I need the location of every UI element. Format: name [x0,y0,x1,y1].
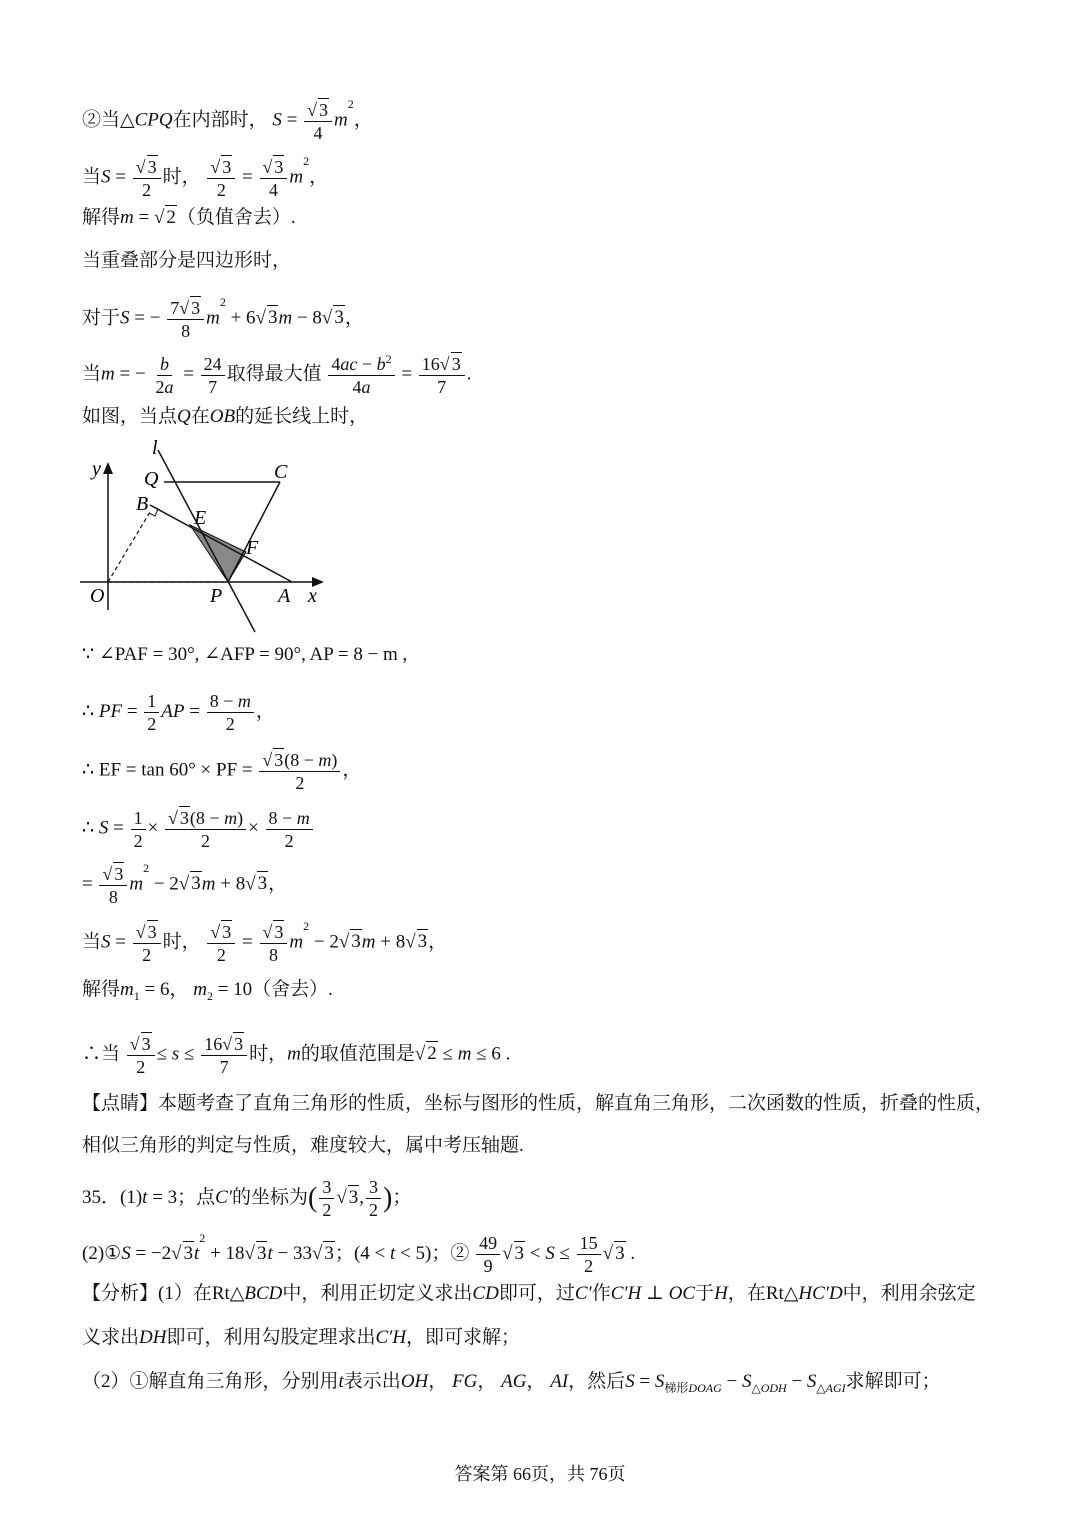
line-15: ∴当 $\frac{√ 3}{2}$ ≤ s ≤ $\frac{16√ 3}{7}$ 时，m的取值范围是√ 2 ≤ m ≤ 6 . [82,1034,511,1077]
line-12: = $\frac{√ 3}{8}$ $m^2 - 2√$ 3m + 8√ 3， [82,861,288,907]
fenxi-line-1: 【分析】(1）在Rt△BCD中，利用正切定义求出CD即可，过C′作C′H ⊥ OC于H，在Rt△HC′D中，利用余弦定 [82,1283,976,1304]
line-11: ∴ S = $\frac{1}{2}$ × $\frac{√ 3(8 - m)}{2}$ × $\frac{8 - m}{2}$ [82,806,315,852]
line-13: 当S = $\frac{√ 3}{2}$ 时， $\frac{√ 3}{2}$ = $\frac{√ 3}{8}$ $m^2 - 2√$ 3m + 8√ 3， [82,919,448,965]
fenxi-line-2: 义求出DH即可，利用勾股定理求出C′H，即可求解； [82,1327,521,1348]
label-y: y [92,458,101,480]
line-14: 解得$m_1 = 6$， $m_2 = 10$（舍去）. [82,979,333,1003]
label-B: B [136,493,149,515]
label-E: E [194,507,207,529]
line-5: 对于S = − $\frac{7√ 3}{8}$ $m^2 + 6√$ 3m − 8√ 3， [82,295,364,341]
line-3: 解得m = √ 2（负值舍去）. [82,207,296,228]
line-8: ∵ ∠PAF = 30°, ∠AFP = 90°, AP = 8 − m , [82,644,408,665]
line-6: 当m = − $\frac{b}{2a}$ = $\frac{24}{7}$ 取得最大值 $\frac{4ac - b^2}{4a}$ = $\frac{16√ 3}{7}$ . [82,351,472,397]
label-F: F [246,537,259,559]
line-7: 如图，当点Q在OB的延长线上时， [82,406,369,427]
fenxi-line-3: （2）①解直角三角形，分别用t表示出OH， FG， AG， AI，然后$S = S_{梯形DOAG} - S_{\triangle ODH} - S_{\triangle AGI}$求解即可； [82,1371,941,1395]
label-O: O [90,585,105,607]
line-9: ∴ PF = $\frac{1}{2}$ AP = $\frac{8 - m}{2}$ ， [82,691,275,734]
segment-OB [108,512,150,582]
label-x: x [308,585,317,607]
geometry-figure [80,430,340,640]
dianjing-paragraph: 【点睛】本题考查了直角三角形的性质，坐标与图形的性质，解直角三角形，二次函数的性质，折叠的性质，相似三角形的判定与性质，难度较大，属中考压轴题. [82,1093,995,1156]
segment-CP [228,482,280,582]
q35-line-1: 35．(1)t = 3；点C′的坐标为( $\frac{3}{2}$ √ 3, $\frac{3}{2}$ )； [82,1177,412,1220]
line-4: 当重叠部分是四边形时， [82,250,292,271]
line-10: ∴ EF = tan 60° × PF = $\frac{√ 3(8 - m)}{2}$ ， [82,750,362,793]
label-A: A [278,585,291,607]
label-P: P [210,585,223,607]
q35-line-2: (2)①S = −2√ $3t^2 + 18√$ 3t − 33√ 3；(4 < t < 5)；② $\frac{49}{9}$ √ 3 < S ≤ $\frac{15}{2}$ √ 3 . [82,1231,636,1276]
label-Q: Q [144,468,159,490]
line-1: ②当△CPQ在内部时， S = $\frac{√ 3}{4}$ $m^2$， [82,97,373,143]
label-C: C [274,461,288,483]
line-2: 当S = $\frac{√ 3}{2}$ 时， $\frac{√ 3}{2}$ = $\frac{√ 3}{4}$ $m^2$， [82,154,329,200]
label-l: l [152,437,158,459]
line-l [158,450,255,632]
y-arrow-icon [103,462,113,474]
page-footer: 答案第 66页，共 76页 [454,1464,626,1484]
shaded-triangle [190,525,246,582]
